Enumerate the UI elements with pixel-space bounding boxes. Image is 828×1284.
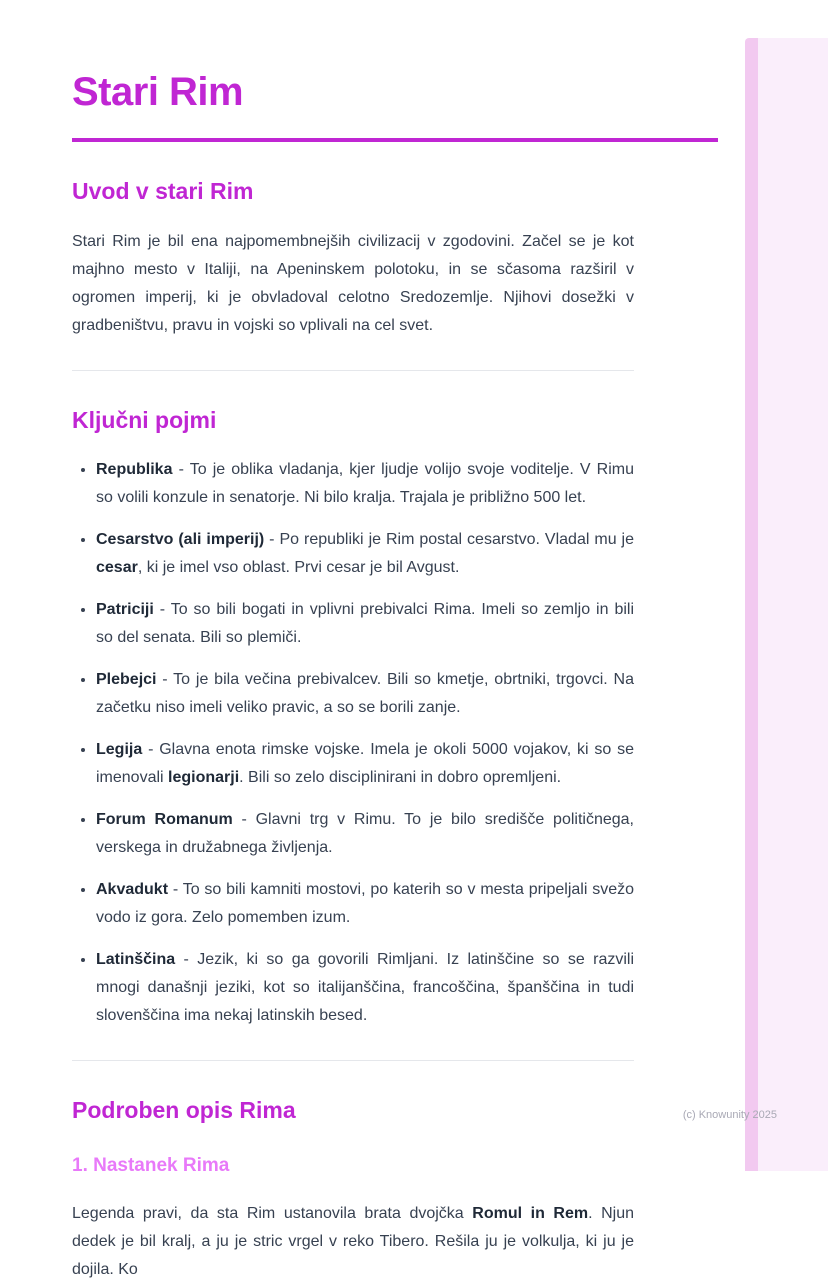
bold-term: legionarji <box>168 769 240 787</box>
subsection-heading-nastanek-rima: 1. Nastanek Rima <box>72 1154 230 1176</box>
concept-list-item <box>96 456 634 512</box>
bold-term: Legija <box>96 741 143 759</box>
section-heading-podroben-opis: Podroben opis Rima <box>72 1097 296 1124</box>
text-segment: - To je oblika vladanja, kjer ljudje volijo svoje voditelje. V Rimu so volili konzule in senatorje. Ni bilo kralja. Trajala je približno 500 let. <box>96 461 634 507</box>
concept-list-item <box>96 806 634 862</box>
detail-paragraph <box>72 1200 634 1284</box>
bold-term: Akvadukt <box>96 881 169 899</box>
section-heading-uvod: Uvod v stari Rim <box>72 178 254 204</box>
concept-list-item <box>96 526 634 582</box>
text-segment: - Glavni trg v Rimu. To je bilo središče političnega, verskega in družabnega življenja. <box>96 811 634 857</box>
text-segment: - To so bili bogati in vplivni prebivalci Rima. Imeli so zemljo in bili so del senata. Bili so plemiči. <box>96 601 634 647</box>
bold-term: Cesarstvo (ali imperij) <box>96 531 265 549</box>
bold-term: Plebejci <box>96 671 157 689</box>
intro-paragraph: Stari Rim je bil ena najpomembnejših civilizacij v zgodovini. Začel se je kot majhno mesto v Italiji, na Apeninskem polotoku, in se sčasoma razširil v ogromen imperij, ki je obvladoval celotno Sredozemlje. Njihovi dosežki v gradbeništvu, pravu in vojski so vplivali na cel svet. <box>72 232 634 334</box>
section-divider <box>72 1060 634 1061</box>
page-edge-stripe-light <box>758 38 828 1171</box>
concept-list-item <box>96 946 634 1030</box>
bold-term: Patriciji <box>96 601 154 619</box>
bold-term: Forum Romanum <box>96 811 233 829</box>
concepts-list <box>72 456 634 1030</box>
page-title: Stari Rim <box>72 70 244 114</box>
text-segment: . Bili so zelo disciplinirani in dobro opremljeni. <box>239 769 562 787</box>
text-segment: - Po republiki je Rim postal cesarstvo. Vladal mu je <box>264 531 635 549</box>
bold-term: Romul in Rem <box>472 1204 589 1222</box>
text-segment: - Jezik, ki so ga govorili Rimljani. Iz latinščine so se razvili mnogi današnji jeziki, kot so italijanščina, francoščina, španščina in tudi slovenščina ima nekaj latinskih besed. <box>96 951 634 1025</box>
concept-list-item <box>96 596 634 652</box>
copyright-footer: (c) Knowunity 2025 <box>682 1109 777 1121</box>
page-edge-stripe-dark <box>745 38 758 1171</box>
bold-term: Latinščina <box>96 951 176 969</box>
concept-list-item <box>96 876 634 932</box>
section-divider <box>72 370 634 371</box>
document-content <box>72 0 718 1284</box>
text-segment: Legenda pravi, da sta Rim ustanovila brata dvojčka <box>72 1204 473 1222</box>
text-segment: , ki je imel vso oblast. Prvi cesar je bil Avgust. <box>137 559 460 577</box>
concept-list-item <box>96 736 634 792</box>
concept-list-item <box>96 666 634 722</box>
text-segment: . Njun dedek je bil kralj, a ju je stric vrgel v reko Tibero. Rešila ju je volkulja, ki ju je dojila. Ko <box>72 1204 635 1278</box>
text-segment: - To so bili kamniti mostovi, po katerih so v mesta pripeljali svežo vodo iz gora. Zelo pomemben izum. <box>96 881 634 927</box>
bold-term: Republika <box>96 461 173 479</box>
title-divider-rule <box>72 138 718 142</box>
bold-term: cesar <box>96 559 138 577</box>
text-segment: - Glavna enota rimske vojske. Imela je okoli 5000 vojakov, ki so se imenovali <box>96 741 634 787</box>
section-heading-kljucni-pojmi: Ključni pojmi <box>72 406 217 433</box>
text-segment: - To je bila večina prebivalcev. Bili so kmetje, obrtniki, trgovci. Na začetku niso imeli veliko pravic, a so se borili zanje. <box>96 671 634 717</box>
